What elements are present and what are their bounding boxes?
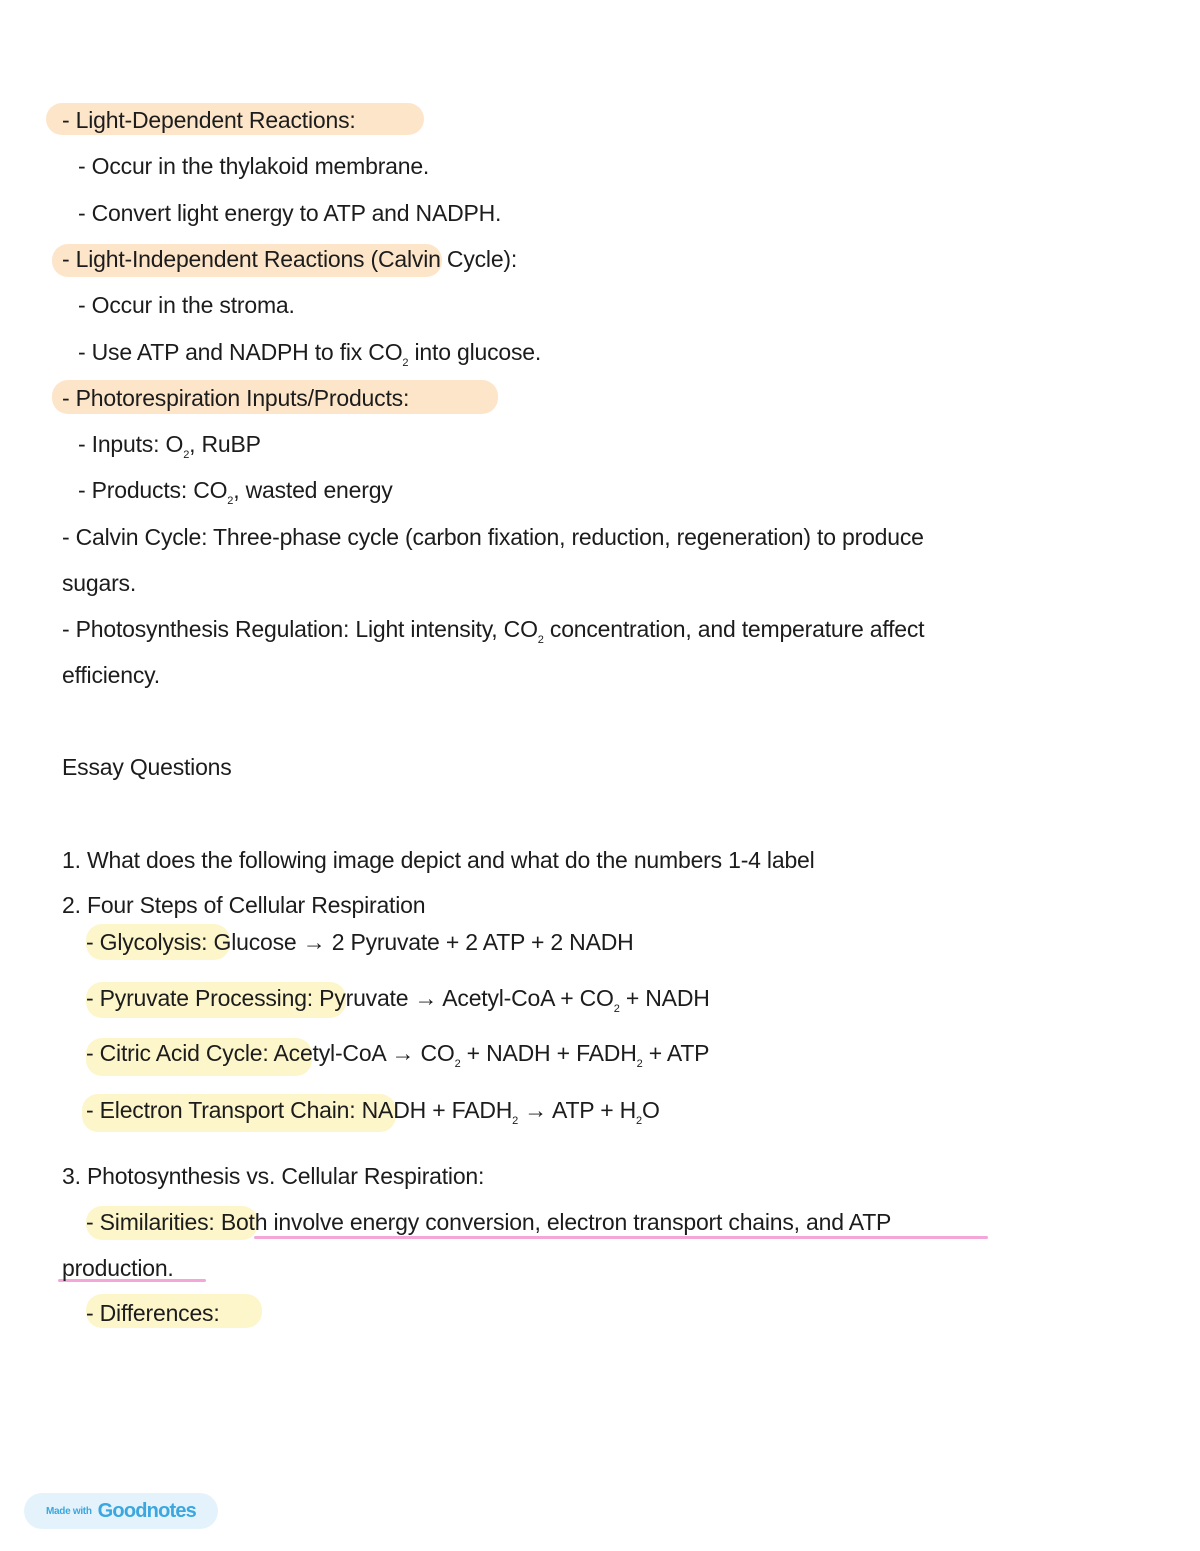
similarities-cont: production. [62,1255,174,1281]
note-regulation-cont: efficiency. [62,662,160,688]
goodnotes-logo: Goodnotes [97,1499,196,1522]
question-1: 1. What does the following image depict and what do the numbers 1-4 label [62,847,815,873]
note-convert-light: - Convert light energy to ATP and NADPH. [78,200,502,226]
note-fix-co2: - Use ATP and NADPH to fix $CO_2$ into glucose. [78,339,542,369]
heading-photorespiration: - Photorespiration Inputs/Products: [62,385,410,411]
step-citric-acid-cycle: - Citric Acid Cycle: Acetyl-CoA → $CO_2$ + NADH + $FADH_2$ + ATP [86,1040,710,1070]
note-products: - Products: $CO_2$, wasted energy [78,477,393,507]
note-inputs: - Inputs: $O_2$, RuBP [78,431,261,461]
step-glycolysis: - Glycolysis: Glucose → 2 Pyruvate + 2 ATP + 2 NADH [86,929,634,955]
heading-light-independent-reactions: - Light-Independent Reactions (Calvin Cycle): [62,246,518,272]
made-with-text: Made with [46,1505,92,1517]
heading-light-dependent-reactions: - Light-Dependent Reactions: [62,107,356,133]
step-pyruvate-processing: - Pyruvate Processing: Pyruvate → Acetyl-CoA + $CO_2$ + NADH [86,985,710,1015]
step-electron-transport-chain: - Electron Transport Chain: NADH + $FADH_2$ → ATP + $H_2O$ [86,1097,660,1127]
note-calvin-cycle: - Calvin Cycle: Three-phase cycle (carbon fixation, reduction, regeneration) to produce [62,524,924,550]
note-calvin-cycle-cont: sugars. [62,570,137,596]
question-2: 2. Four Steps of Cellular Respiration [62,892,426,918]
similarities: - Similarities: Both involve energy conversion, electron transport chains, and ATP [86,1209,892,1235]
goodnotes-badge[interactable] [24,1493,218,1529]
note-regulation: - Photosynthesis Regulation: Light intensity, $CO_2$ concentration, and temperature affect [62,616,925,646]
differences: - Differences: [86,1300,220,1326]
question-3: 3. Photosynthesis vs. Cellular Respiration: [62,1163,485,1189]
note-thylakoid: - Occur in the thylakoid membrane. [78,153,430,179]
note-stroma: - Occur in the stroma. [78,292,295,318]
essay-questions-heading: Essay Questions [62,754,232,780]
